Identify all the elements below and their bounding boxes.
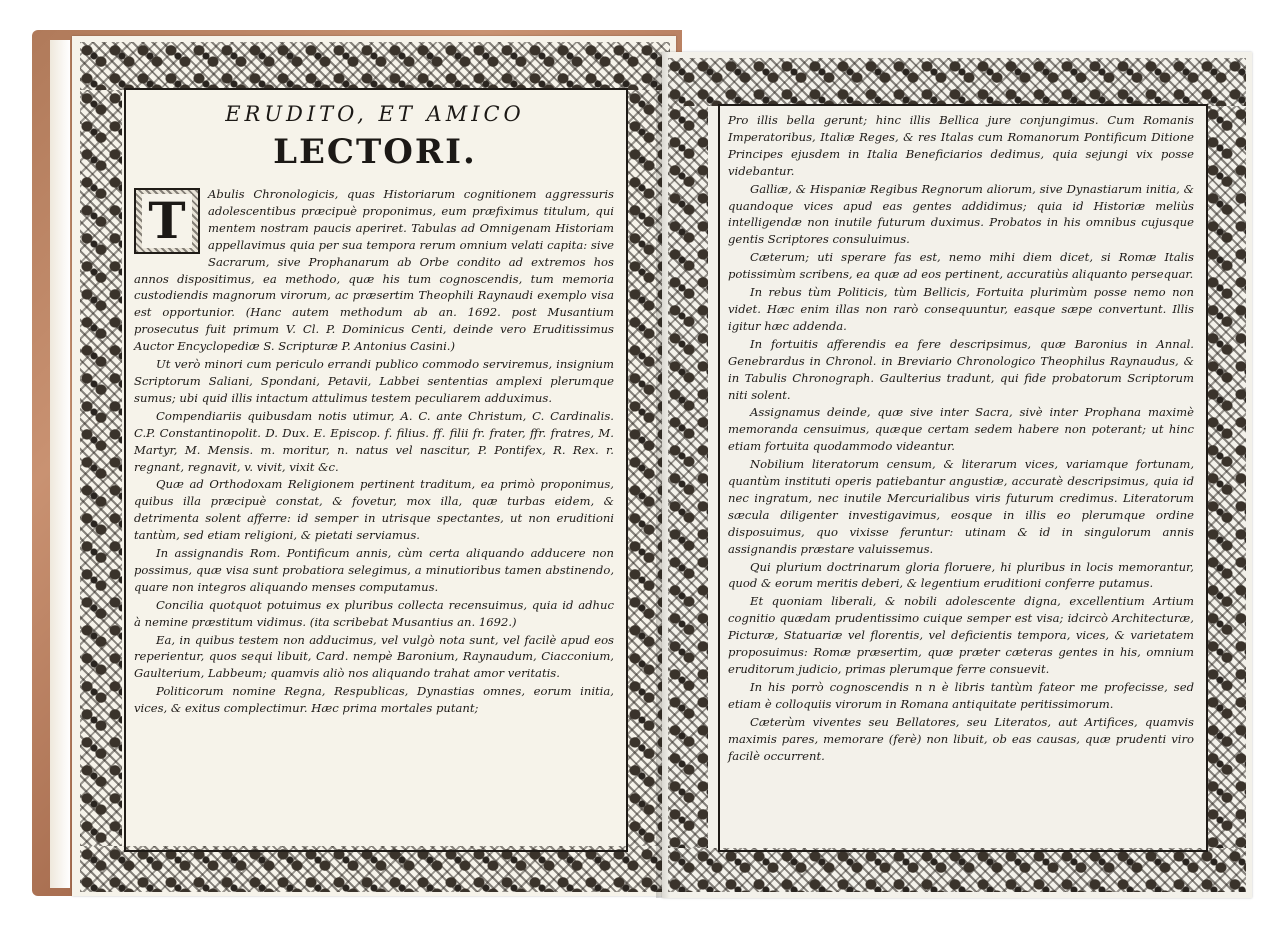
ornament-border-right [1206, 106, 1246, 848]
paragraph: Compendiariis quibusdam notis utimur, A. C. ante Christum, C. Cardinalis. C.P. Constantinopolit. D. Dux. E. Episcop. f. filius. ff. filii fr. frater, ffr. fratres, M. Martyr, M. Mensis. m. moritur, n. natus vel nascitur, P. Pontifex, R. Rex. r. regnant, regnavit, v. vivit, vixit &c. [134, 408, 614, 474]
ornament-border-bottom [668, 848, 1246, 892]
paragraph: Qui plurium doctrinarum gloria floruere, hi pluribus in locis memorantur, quod & eorum meritis deberi, & legentium eruditioni conferre putamus. [728, 559, 1194, 591]
right-page [662, 52, 1252, 898]
paragraph: Ea, in quibus testem non adducimus, vel vulgò nota sunt, vel facilè apud eos reperientur, quos sequi libuit, Card. nempè Baronium, Raynaudum, Ciacconium, Gaulterium, Labbeum; quamvis aliò nos aliquando trahat amor veritatis. [134, 632, 614, 681]
ornament-border-left [80, 90, 122, 846]
left-page-body [134, 186, 614, 718]
text-area [128, 94, 622, 844]
book-gutter-shadow [656, 52, 680, 898]
ornament-border-top [668, 58, 1246, 106]
paragraph: In assignandis Rom. Pontificum annis, cùm certa aliquando adducere non possimus, quæ visa sunt probatiora selegimus, a minutioribus tamen abstinendo, quare non integros aliquando menses computamus. [134, 546, 614, 594]
paragraph: In fortuitis afferendis ea fere descripsimus, quæ Baronius in Annal. Genebrardus in Chronol. in Breviario Chronologico Theophilus Raynaudus, & in Tabulis Chronograph. Gaulterius tradunt, qui fide probatorum Scriptorum niti solent. [728, 336, 1194, 402]
page-edges [50, 40, 70, 888]
text-area [722, 108, 1202, 846]
paragraph: Ut verò minori cum periculo errandi publico commodo serviremus, insignium Scriptorum Saliani, Spondani, Petavii, Labbei sententias amplexi plerumque sumus; ubi quid illis intactum attulimus testem peculiarem adduximus. [134, 357, 614, 405]
heading-large: LECTORI. [273, 132, 477, 172]
drop-cap: T [134, 188, 200, 254]
right-page-body [728, 112, 1194, 765]
paragraph: Nobilium literatorum censum, & literarum vices, variamque fortunam, quantùm instituti operis patiebantur angustiæ, accuratè descripsimus, quia id nec ingratum, nec inutile Mercurialibus viris futurum credimus. Literatorum sæcula diligenter investigavimus, eosque in illis eo plerumque ordine disposuimus, quo vixisse feruntur: utinam & id in singulorum annis assignandis præstare valuissemus. [728, 457, 1194, 556]
paragraph: Assignamus deinde, quæ sive inter Sacra, sivè inter Prophana maximè memoranda censuimus, quæque certam sedem habere non poterant; ut hinc etiam fortuita quodammodo videantur. [728, 405, 1194, 454]
left-page [72, 36, 676, 896]
ornament-border-top [80, 42, 670, 90]
paragraph: Cæterùm viventes seu Bellatores, seu Literatos, aut Artifices, quamvis maximis pares, memorare (ferè) non libuit, ob eas causas, quæ prudenti viro facilè occurrent. [728, 714, 1194, 763]
paragraph: In his porrò cognoscendis n n è libris tantùm fateor me profecisse, sed etiam è colloquiis virorum in Romana antiquitate peritissimorum. [728, 679, 1194, 711]
paragraph: Galliæ, & Hispaniæ Regibus Regnorum aliorum, sive Dynastiarum initia, & quandoque vices apud eas gentes addidimus; quia id Historiæ meliùs intelligendæ non inutile futurum duximus. Probatos in his omnibus cujusque gentis Scriptores consuluimus. [728, 181, 1194, 247]
paragraph: Et quoniam liberali, & nobili adolescente digna, excellentium Artium cognitio quædam prudentissimo cuique semper est visa; idcircò Architecturæ, Picturæ, Statuariæ vel florentis, vel deficientis tempora, vices, & varietatem proposuimus: Romæ præsertim, quæ præter cæteras gentes in his, omnium eruditorum judicio, primas plerumque ferre consuevit. [728, 594, 1194, 676]
open-book [32, 26, 1254, 902]
ornament-border-bottom [80, 846, 670, 892]
paragraph: In rebus tùm Politicis, tùm Bellicis, Fortuita plurimùm posse nemo non videt. Hæc enim illas non rarò consequuntur, easque sæpe convertunt. Illis igitur hæc addenda. [728, 285, 1194, 333]
paragraph: Quæ ad Orthodoxam Religionem pertinent traditum, ea primò proponimus, quibus illa præcipuè constat, & fovetur, mox illa, quæ turbas eidem, & detrimenta solent afferre: id semper in utrisque spectantes, ut non eruditioni tantùm, sed etiam religioni, & pietati serviamus. [134, 477, 614, 543]
paragraph: T Abulis Chronologicis, quas Historiarum cognitionem aggressuris adolescentibus præcipuè proponimus, eum præfiximus titulum, qui mentem nostram paucis aperiret. Tabulas ad Omnigenam Historiam appellavimus quia per sua tempora rerum omnium velati capita: sive Sacrarum, sive Prophanarum ab Orbe condito ad extremos hos annos dispositimus, ea methodo, quæ his tum cognoscendis, tum memoria custodiendis magnorum virorum, ac præsertim Theophili Raynaudi exemplo visa est opportunior. (Hanc autem methodum ab an. 1692. post Musantium prosecutus fuit primum V. Cl. P. Dominicus Centi, deinde vero Eruditissimus Auctor Encyclopediæ S. Scripturæ P. Antonius Casini.) [134, 187, 614, 354]
paragraph: Politicorum nomine Regna, Respublicas, Dynastias omnes, eorum initia, vices, & exitus complectimur. Hæc prima mortales putant; [134, 684, 614, 716]
paragraph: Pro illis bella gerunt; hinc illis Bellica jure conjungimus. Cum Romanis Imperatoribus, Italiæ Reges, & res Italas cum Romanorum Pontificum Ditione Principes ejusdem in Italia Beneficiarios dedimus, quia sejungi vix posse videbantur. [728, 113, 1194, 178]
paragraph: Cæterum; uti sperare fas est, nemo mihi diem dicet, si Romæ Italis potissimùm scribens, ea quæ ad eos pertinent, accuratiùs aliquanto persequar. [728, 250, 1194, 282]
heading-small: ERUDITO, ET AMICO [225, 102, 525, 126]
paragraph: Concilia quotquot potuimus ex pluribus collecta recensuimus, quia id adhuc à nemine præstitum vidimus. (ita scribebat Musantius an. 1692.) [134, 597, 614, 629]
